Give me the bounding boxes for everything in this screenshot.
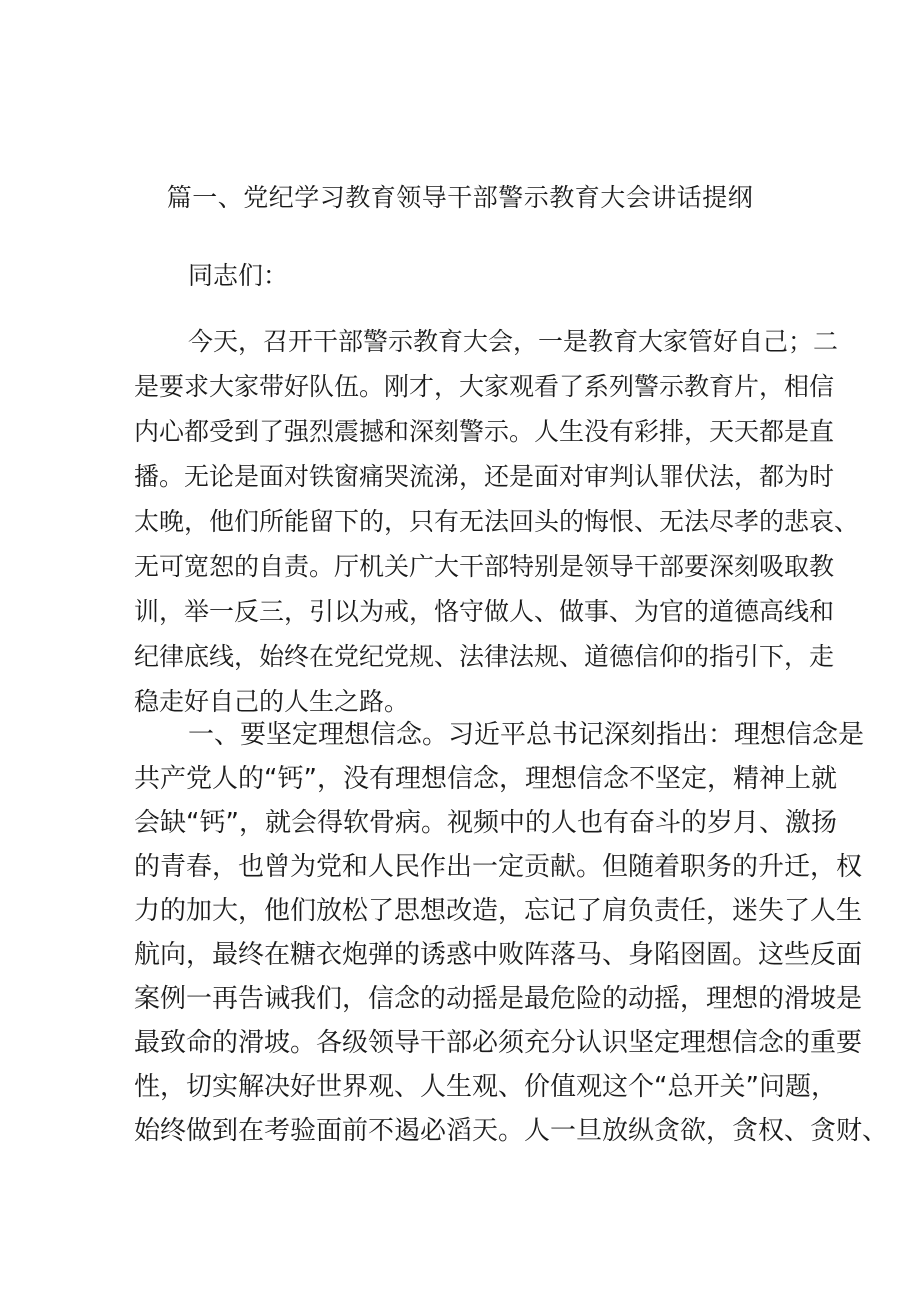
paragraph-line: 案例一再告诫我们，信念的动摇是最危险的动摇，理想的滑坡是 <box>134 984 863 1014</box>
paragraph-line: 会缺“钙”，就会得软骨病。视频中的人也有奋斗的岁月、激扬 <box>134 808 837 838</box>
paragraph-line: 稳走好自己的人生之路。 <box>134 687 410 716</box>
paragraph-line: 训，举一反三，引以为戒，恪守做人、做事、为官的道德高线和 <box>134 597 835 626</box>
document-title: 篇一、党纪学习教育领导干部警示教育大会讲话提纲 <box>166 183 754 212</box>
paragraph-line: 共产党人的“钙”，没有理想信念，理想信念不坚定，精神上就 <box>134 764 837 794</box>
paragraph-line: 始终做到在考验面前不遏必滔天。人一旦放纵贪欲，贪权、贪财、 <box>134 1116 889 1146</box>
paragraph-line: 一、要坚定理想信念。习近平总书记深刻指出：理想信念是 <box>188 720 865 750</box>
paragraph-line: 今天，召开干部警示教育大会，一是教育大家管好自己；二 <box>188 327 839 356</box>
paragraph-line: 纪律底线，始终在党纪党规、法律法规、道德信仰的指引下，走 <box>134 642 835 671</box>
salutation: 同志们： <box>188 261 289 290</box>
paragraph-line: 性，切实解决好世界观、人生观、价值观这个“总开关”问题， <box>134 1072 837 1102</box>
paragraph-line: 的青春，也曾为党和人民作出一定贡献。但随着职务的升迁，权 <box>134 852 863 882</box>
paragraph-line: 是要求大家带好队伍。刚才，大家观看了系列警示教育片，相信 <box>134 372 835 401</box>
paragraph-line: 航向，最终在糖衣炮弹的诱惑中败阵落马、身陷囹圄。这些反面 <box>134 940 863 970</box>
paragraph-line: 力的加大，他们放松了思想改造，忘记了肩负责任，迷失了人生 <box>134 896 863 926</box>
paragraph-line: 播。无论是面对铁窗痛哭流涕，还是面对审判认罪伏法，都为时 <box>134 462 835 491</box>
paragraph-line: 最致命的滑坡。各级领导干部必须充分认识坚定理想信念的重要 <box>134 1028 863 1058</box>
paragraph-line: 无可宽恕的自责。厅机关广大干部特别是领导干部要深刻吸取教 <box>134 552 835 581</box>
paragraph-line: 内心都受到了强烈震撼和深刻警示。人生没有彩排，天天都是直 <box>134 417 835 446</box>
paragraph-line: 太晚，他们所能留下的，只有无法回头的悔恨、无法尽孝的悲哀、 <box>134 507 860 536</box>
